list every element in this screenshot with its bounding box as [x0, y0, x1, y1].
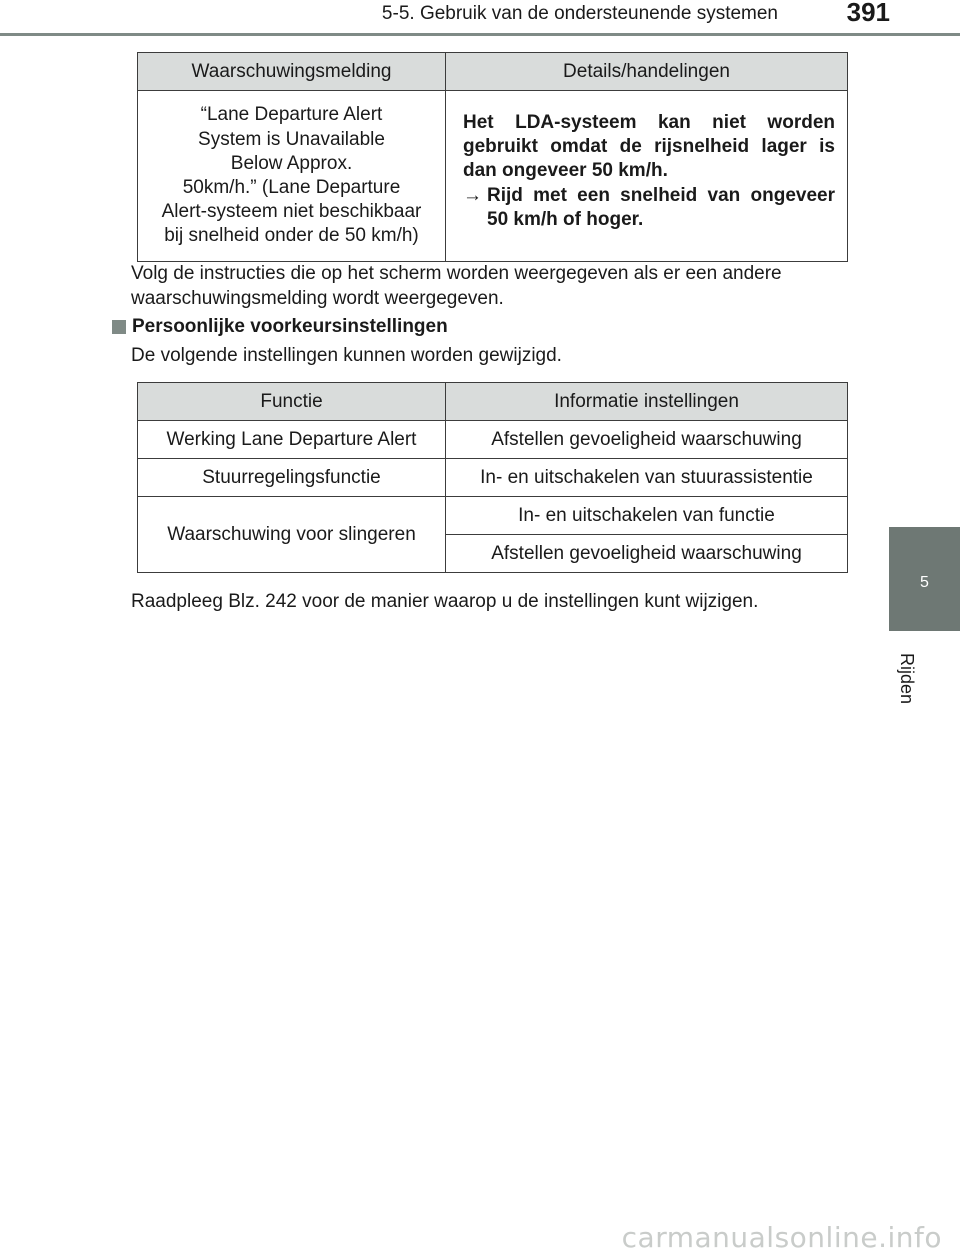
settings-function-cell: Werking Lane Departure Alert	[138, 421, 446, 459]
page-number: 391	[846, 0, 890, 27]
warning-table-header-details: Details/handelingen	[446, 53, 848, 91]
page-header	[0, 0, 960, 36]
warning-detail-text: Het LDA-systeem kan niet worden gebruikt omdat de rijsnelheid lager is dan ongeveer 50 km/h.	[463, 112, 835, 182]
settings-info-cell: Afstellen gevoeligheid waarschuwing	[446, 535, 848, 573]
settings-table-header-info: Informatie instellingen	[446, 383, 848, 421]
settings-info-cell: In- en uitschakelen van functie	[446, 497, 848, 535]
chapter-tab	[889, 527, 960, 631]
settings-table-header-row	[138, 383, 848, 421]
square-bullet-icon	[112, 320, 126, 334]
arrow-right-icon: →	[463, 184, 482, 206]
settings-function-cell: Waarschuwing voor slingeren	[138, 497, 446, 573]
subsection-heading	[112, 316, 448, 338]
settings-info-cell: Afstellen gevoeligheid waarschuwing	[446, 421, 848, 459]
subsection-title: Persoonlijke voorkeursinstellingen	[132, 316, 448, 337]
chapter-label	[888, 643, 926, 713]
warning-table-header-message: Waarschuwingsmelding	[138, 53, 446, 91]
section-title: 5-5. Gebruik van de ondersteunende systemen	[381, 3, 778, 24]
settings-info-cell: In- en uitschakelen van stuurassistentie	[446, 459, 848, 497]
warning-details-cell	[446, 91, 848, 262]
other-warning-paragraph: Volg de instructies die op het scherm worden weergegeven als er een andere waarschuwingsmelding wordt weergegeven.	[131, 263, 782, 309]
warning-table-row	[138, 91, 848, 262]
chapter-label-text: Rijden	[897, 652, 918, 704]
warning-message-line: 50km/h.” (Lane Departure	[182, 177, 401, 198]
warning-message-line: “Lane Departure Alert	[200, 104, 383, 126]
warning-action	[463, 184, 835, 232]
watermark: carmanualsonline.info	[621, 1221, 942, 1254]
warning-message-line: bij snelheid onder de 50 km/h)	[164, 225, 419, 247]
warning-table	[137, 52, 848, 262]
warning-message-line: Below Approx.	[230, 152, 353, 174]
table-row	[138, 497, 848, 535]
table-row	[138, 421, 848, 459]
settings-table	[137, 382, 848, 573]
warning-message-line: Alert-systeem niet beschikbaar	[161, 201, 422, 223]
header-rule	[0, 33, 960, 36]
reference-paragraph: Raadpleeg Blz. 242 voor de manier waarop u de instellingen kunt wijzigen.	[131, 591, 759, 612]
settings-table-header-function: Functie	[138, 383, 446, 421]
warning-message-line: System is Unavailable	[198, 128, 385, 150]
settings-function-cell: Stuurregelingsfunctie	[138, 459, 446, 497]
chapter-number: 5	[920, 574, 929, 591]
warning-message-cell	[138, 91, 446, 262]
warning-action-text: Rijd met een snelheid van ongeveer 50 km/h of hoger.	[487, 184, 835, 230]
warning-table-header-row	[138, 53, 848, 91]
subsection-intro: De volgende instellingen kunnen worden gewijzigd.	[131, 345, 562, 366]
table-row	[138, 459, 848, 497]
